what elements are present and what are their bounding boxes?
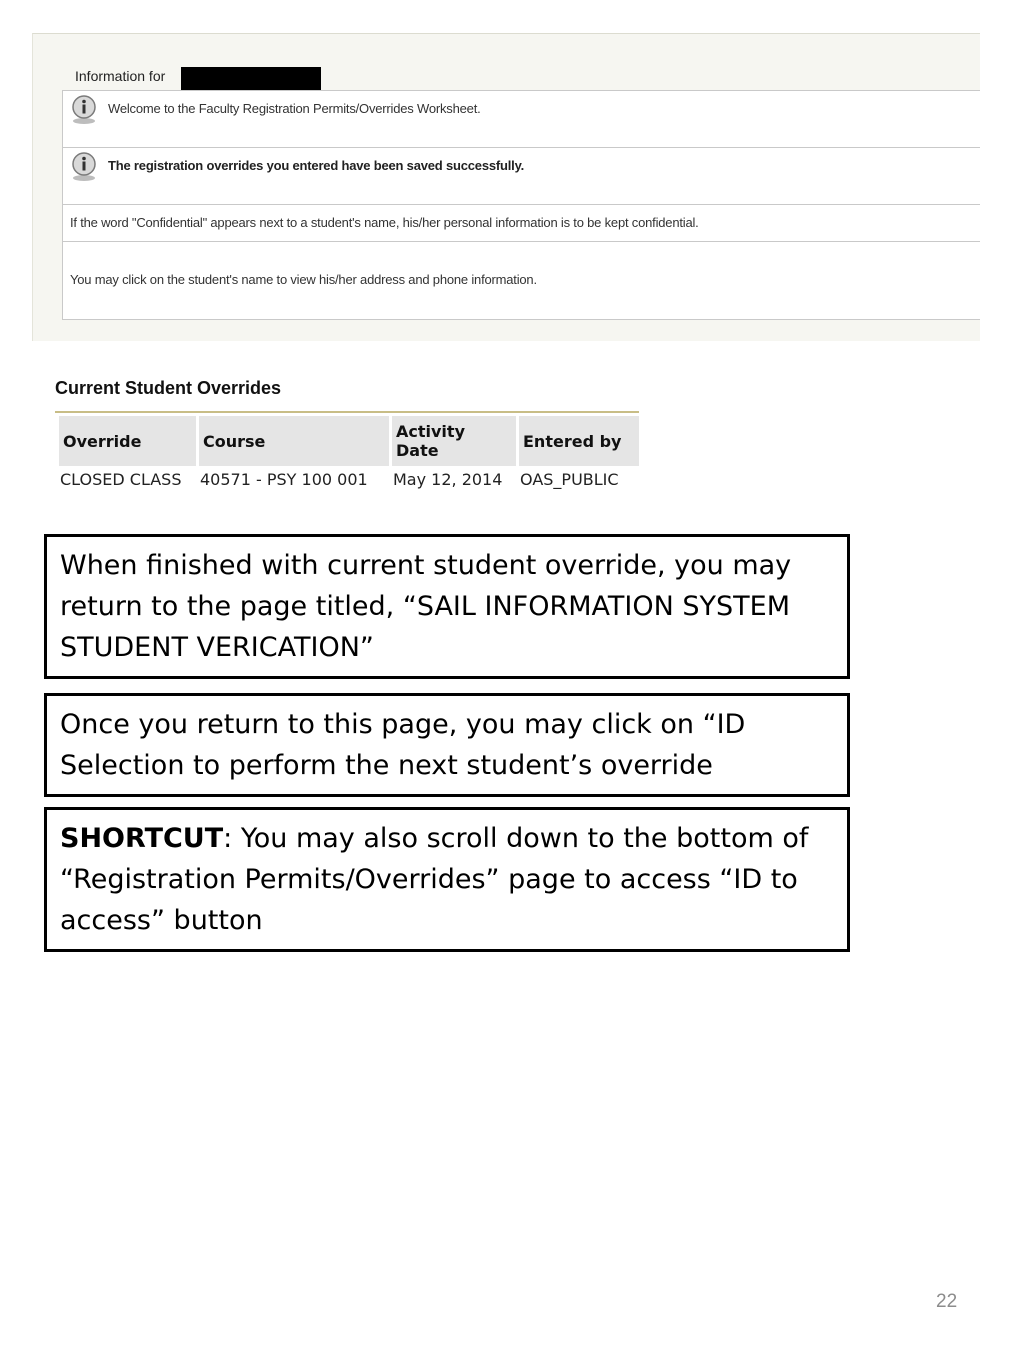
shortcut-label: SHORTCUT [60, 823, 224, 854]
information-for-label: Information for [75, 68, 166, 84]
table-header-row [59, 416, 639, 466]
callout-shortcut [44, 807, 850, 952]
shortcut-text: : You may also scroll down to the bottom of “Registration Permits/Overrides” page to access “ID to access” button [60, 823, 809, 936]
info-icon [71, 152, 97, 182]
activity-date-cell: May 12, 2014 [393, 470, 503, 489]
student-name-note-text: You may click on the student's name to view his/her address and phone information. [70, 272, 537, 287]
saved-message-text: The registration overrides you entered have been saved successfully. [108, 158, 525, 173]
page-number: 22 [936, 1291, 958, 1312]
info-icon [71, 95, 97, 125]
column-header-course: Course [199, 416, 389, 466]
callout-return-text: When finished with current student override, you may return to the page titled, “SAIL INFORMATION SYSTEM STUDENT VERICATION” [60, 550, 792, 663]
saved-message-row [63, 148, 980, 205]
information-panel-screenshot [32, 33, 980, 341]
confidential-note-text: If the word "Confidential" appears next to a student's name, his/her personal information is to be kept confidential. [70, 215, 699, 230]
table-row [59, 466, 639, 489]
student-name-note-row [63, 242, 980, 319]
overrides-table [56, 416, 642, 489]
title-divider [55, 411, 639, 413]
welcome-message-row [63, 91, 980, 148]
column-header-entered-by: Entered by [519, 416, 639, 466]
callout-return-instructions [44, 534, 850, 679]
column-header-override: Override [59, 416, 196, 466]
entered-by-cell: OAS_PUBLIC [520, 470, 619, 489]
welcome-message-text: Welcome to the Faculty Registration Permits/Overrides Worksheet. [108, 101, 481, 116]
override-cell: CLOSED CLASS [60, 470, 182, 489]
callout-id-selection [44, 693, 850, 797]
callout-id-selection-text: Once you return to this page, you may click on “ID Selection to perform the next student’s override [60, 709, 746, 781]
info-messages-box [62, 90, 980, 320]
current-student-overrides-title: Current Student Overrides [55, 378, 282, 398]
confidential-note-row [63, 205, 980, 242]
course-cell: 40571 - PSY 100 001 [200, 470, 368, 489]
column-header-activity-date: Activity Date [392, 416, 516, 466]
